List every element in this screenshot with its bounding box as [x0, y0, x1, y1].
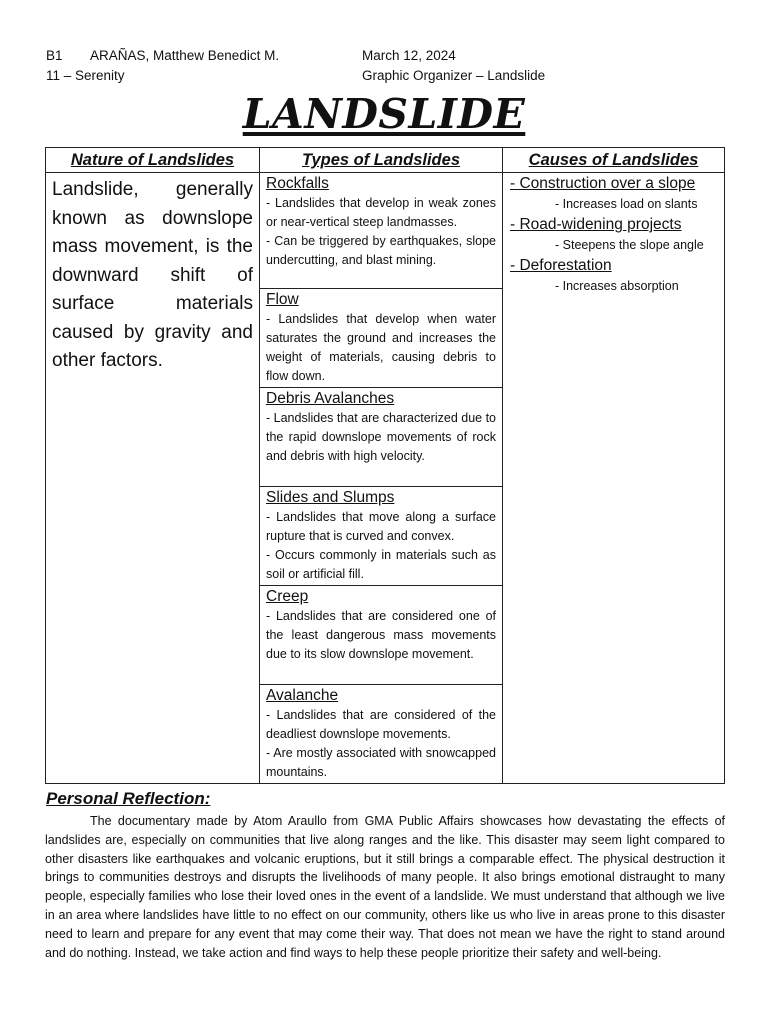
type-desc: - Landslides that are characterized due to the rapid downslope movements of rock and debris with high velocity. [266, 411, 496, 463]
type-name: Creep [266, 588, 309, 605]
causes-column [503, 173, 725, 784]
cause-effect: - Increases load on slants [555, 197, 698, 211]
type-desc: - Can be triggered by earthquakes, slope undercutting, and blast mining. [266, 234, 496, 267]
type-slides-and-slumps [260, 487, 502, 586]
header-row-1 [46, 46, 726, 66]
type-flow [260, 289, 502, 388]
type-avalanche [260, 685, 502, 783]
graphic-organizer-table [45, 147, 725, 784]
table-header-row [46, 148, 725, 173]
cause-name: - Deforestation [510, 257, 612, 274]
grade-section: 11 – Serenity [46, 68, 125, 83]
assignment-name: Graphic Organizer – Landslide [362, 68, 546, 83]
type-desc: - Landslides that develop when water saturates the ground and increases the weight of materials, causing debris to flow down. [266, 312, 496, 383]
header-nature: Nature of Landslides [46, 148, 260, 173]
type-desc: - Are mostly associated with snowcapped mountains. [266, 746, 496, 779]
type-desc: - Occurs commonly in materials such as soil or artificial fill. [266, 548, 496, 581]
cause-item [510, 174, 717, 215]
cause-effect: - Steepens the slope angle [555, 238, 704, 252]
student-name: ARAÑAS, Matthew Benedict M. [90, 48, 280, 63]
cause-item [510, 215, 717, 256]
document-header [46, 46, 726, 86]
type-debris-avalanches [260, 388, 502, 487]
type-desc: - Landslides that are considered one of the least dangerous mass movements due to its slow downslope movement. [266, 609, 496, 661]
cause-name: - Construction over a slope [510, 175, 696, 192]
header-row-2 [46, 66, 726, 86]
type-name: Debris Avalanches [266, 390, 395, 407]
type-desc: - Landslides that move along a surface rupture that is curved and convex. [266, 510, 496, 543]
type-desc: - Landslides that are considered of the deadliest downslope movements. [266, 708, 496, 741]
table-body-row [46, 173, 725, 784]
reflection-title: Personal Reflection: [46, 789, 211, 808]
type-name: Avalanche [266, 687, 339, 704]
page-title: LANDSLIDE [242, 90, 526, 138]
section-code: B1 [46, 48, 63, 63]
nature-definition: Landslide, generally known as downslope mass movement, is the downward shift of surface materials caused by gravity and other factors. [46, 173, 260, 784]
types-column [260, 173, 503, 784]
type-name: Slides and Slumps [266, 489, 395, 506]
cause-item [510, 256, 717, 297]
document-date: March 12, 2024 [362, 48, 456, 63]
cause-effect: - Increases absorption [555, 279, 679, 293]
header-causes: Causes of Landslides [503, 148, 725, 173]
type-rockfalls [260, 173, 502, 289]
type-creep [260, 586, 502, 685]
type-desc: - Landslides that develop in weak zones or near-vertical steep landmasses. [266, 196, 496, 229]
type-name: Flow [266, 291, 299, 308]
reflection-paragraph: The documentary made by Atom Araullo from GMA Public Affairs showcases how devastating the effects of landslides are, especially on communities that live along ranges and the like. This disaster may seem light compared to other disasters like earthquakes and volcanic eruptions, but it still brings a comparable effect. The physical destruction it brings to communities destroys and disrupts the livelihoods of many people. It also brings emotional distraught to many people, especially families who lose their loved ones in the event of a landslide. We must understand that although we live in an area where landslides have little to no effect on our community, others like us who live in areas prone to this disaster need to learn and prepare for any event that may come their way. That does not mean we have the right to stand around and do nothing. Instead, we take action and find ways to help these people prioritize their safety and well-being. [45, 814, 725, 960]
type-name: Rockfalls [266, 175, 329, 192]
cause-name: - Road-widening projects [510, 216, 682, 233]
header-types: Types of Landslides [260, 148, 503, 173]
